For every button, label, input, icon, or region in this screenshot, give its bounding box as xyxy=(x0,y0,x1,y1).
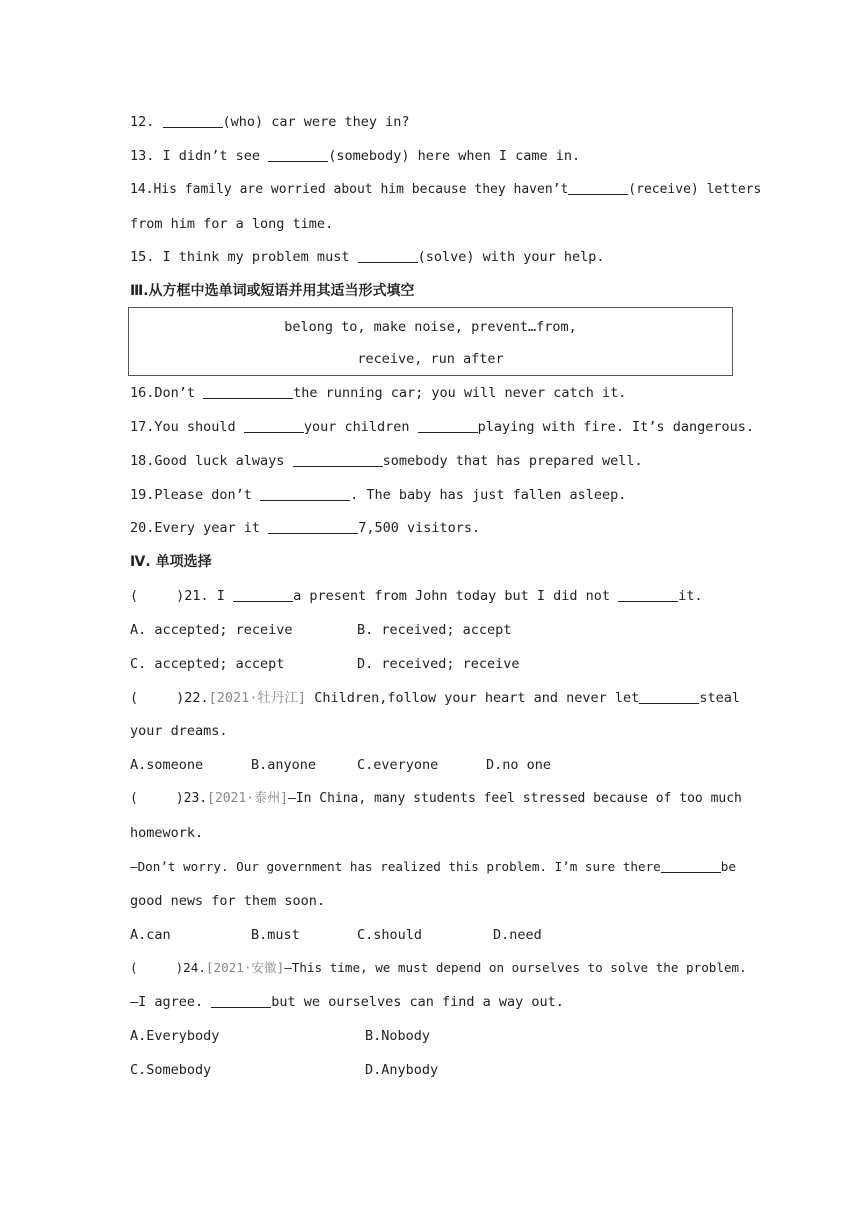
option-22-a[interactable]: A.someone xyxy=(130,757,204,773)
answer-blank-17a[interactable] xyxy=(244,418,304,433)
section-3-heading: Ⅲ.从方框中选单词或短语并用其适当形式填空 xyxy=(130,283,415,299)
answer-blank-12[interactable] xyxy=(163,113,223,128)
question-21: ( )21. I a present from John today but I did not it. xyxy=(130,588,703,604)
question-13: 13. I didn’t see (somebody) here when I came in. xyxy=(130,148,581,164)
option-23-d[interactable]: D.need xyxy=(493,927,542,943)
question-22-continued: your dreams. xyxy=(130,723,228,739)
question-15: 15. I think my problem must (solve) with your help. xyxy=(130,249,605,265)
option-24-b[interactable]: B.Nobody xyxy=(365,1028,431,1044)
answer-blank-18[interactable] xyxy=(293,452,383,467)
option-23-b[interactable]: B.must xyxy=(251,927,300,943)
option-24-d[interactable]: D.Anybody xyxy=(365,1062,439,1078)
answer-blank-22[interactable] xyxy=(639,689,699,704)
word-bank-line-1: belong to, make noise, prevent…from, xyxy=(284,319,577,335)
answer-blank-20[interactable] xyxy=(268,519,358,534)
option-23-a[interactable]: A.can xyxy=(130,927,171,943)
option-21-a[interactable]: A. accepted; receive xyxy=(130,622,293,638)
source-tag-23: [2021·泰州] xyxy=(207,791,288,806)
source-tag-22: [2021·牡丹江] xyxy=(208,690,307,706)
option-21-d[interactable]: D. received; receive xyxy=(357,656,520,672)
question-23-reply: —Don’t worry. Our government has realized this problem. I’m sure there be xyxy=(130,859,736,874)
question-16: 16.Don’t the running car; you will never catch it. xyxy=(130,385,627,401)
answer-blank-13[interactable] xyxy=(268,147,328,162)
answer-blank-21b[interactable] xyxy=(618,587,678,602)
question-24-reply: —I agree. but we ourselves can find a way out. xyxy=(130,994,564,1010)
answer-blank-16[interactable] xyxy=(203,384,293,399)
word-bank-box xyxy=(128,307,733,376)
option-22-d[interactable]: D.no one xyxy=(486,757,552,773)
answer-blank-14[interactable] xyxy=(568,180,628,195)
answer-blank-23[interactable] xyxy=(661,858,721,873)
answer-blank-21a[interactable] xyxy=(233,587,293,602)
question-14-continued: from him for a long time. xyxy=(130,216,334,232)
section-4-heading: Ⅳ. 单项选择 xyxy=(130,554,212,570)
question-12: 12. (who) car were they in? xyxy=(130,114,410,130)
question-19: 19.Please don’t . The baby has just fallen asleep. xyxy=(130,487,627,503)
source-tag-24: [2021·安徽] xyxy=(205,960,285,975)
question-23-continued: homework. xyxy=(130,825,204,841)
answer-blank-24[interactable] xyxy=(211,993,271,1008)
question-18: 18.Good luck always somebody that has prepared well. xyxy=(130,453,643,469)
answer-blank-19[interactable] xyxy=(260,486,350,501)
question-24: ( )24.[2021·安徽] —This time, we must depend on ourselves to solve the problem. xyxy=(130,960,747,975)
option-21-c[interactable]: C. accepted; accept xyxy=(130,656,285,672)
question-23: ( )23.[2021·泰州] —In China, many students feel stressed because of too much xyxy=(130,791,742,806)
option-24-c[interactable]: C.Somebody xyxy=(130,1062,212,1078)
question-17: 17.You should your children playing with fire. It’s dangerous. xyxy=(130,419,754,435)
answer-blank-17b[interactable] xyxy=(418,418,478,433)
option-23-c[interactable]: C.should xyxy=(357,927,423,943)
option-24-a[interactable]: A.Everybody xyxy=(130,1028,220,1044)
option-22-b[interactable]: B.anyone xyxy=(251,757,317,773)
question-23-reply-continued: good news for them soon. xyxy=(130,893,326,909)
question-14: 14.His family are worried about him because they haven’t (receive) letters xyxy=(130,182,762,197)
question-20: 20.Every year it 7,500 visitors. xyxy=(130,520,481,536)
answer-blank-15[interactable] xyxy=(358,248,418,263)
word-bank-line-2: receive, run after xyxy=(357,351,504,367)
question-22: ( )22.[2021·牡丹江] Children,follow your heart and never let steal xyxy=(130,690,740,706)
option-22-c[interactable]: C.everyone xyxy=(357,757,439,773)
option-21-b[interactable]: B. received; accept xyxy=(357,622,512,638)
